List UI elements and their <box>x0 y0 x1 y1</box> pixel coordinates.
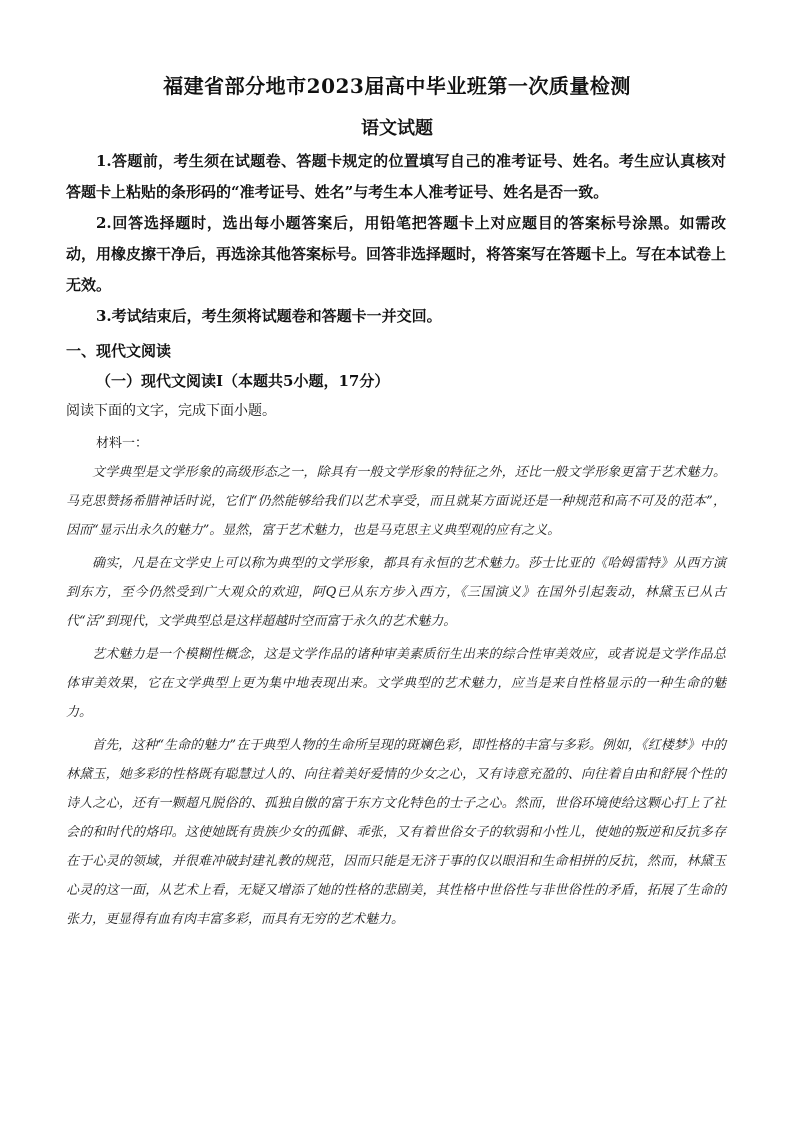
exam-title: 福建省部分地市2023届高中毕业班第一次质量检测 <box>163 74 631 98</box>
exam-subtitle: 语文试题 <box>361 118 433 139</box>
reading-passage <box>66 458 726 938</box>
passage-paragraph: 艺术魅力是一个模糊性概念，这是文学作品的诸种审美素质衍生出来的综合性审美效应，或者说是文学作品总体审美效果，它在文学典型上更为集中地表现出来。文学典型的艺术魅力，应当是来自性格显示的一种生命的魅力。 <box>66 647 726 720</box>
notice-item-2: 2.回答选择题时，选出每小题答案后，用铅笔把答题卡上对应题目的答案标号涂黑。如需改动，用橡皮擦干净后，再选涂其他答案标号。回答非选择题时，将答案写在答题卡上。写在本试卷上无效。 <box>66 214 727 294</box>
section-heading: 一、现代文阅读 <box>66 342 172 360</box>
passage-paragraph: 首先，这种“生命的魅力”在于典型人物的生命所呈现的斑斓色彩，即性格的丰富与多彩。例如，《红楼梦》中的林黛玉，她多彩的性格既有聪慧过人的、向往着美好爱情的少女之心，又有诗意充盈的、向往着自由和舒展个性的诗人之心，还有一颗超凡脱俗的、孤独自傲的富于东方文化特色的士子之心。然而，世俗环境使给这颗心打上了社会的和时代的烙印。这使她既有贵族少女的孤僻、乖张，又有着世俗女子的软弱和小性儿，使她的叛逆和反抗多存在于心灵的领域，并很难冲破封建礼教的规范，因而只能是无济于事的仅以眼泪和生命相拼的反抗，然而，林黛玉心灵的这一面，从艺术上看，无疑又增添了她的性格的悲剧美，其性格中世俗性与非世俗性的矛盾，拓展了生命的张力，更显得有血有肉丰富多彩，而具有无穷的艺术魅力。 <box>66 738 726 927</box>
subsection-heading: （一）现代文阅读Ⅰ（本题共5小题，17分） <box>96 372 390 390</box>
exam-notices <box>66 146 726 332</box>
notice-item-3: 3.考试结束后，考生须将试题卷和答题卡一并交回。 <box>96 307 442 325</box>
notice-item-1: 1.答题前，考生须在试题卷、答题卡规定的位置填写自己的准考证号、姓名。考生应认真核对答题卡上粘贴的条形码的“准考证号、姓名”与考生本人准考证号、姓名是否一致。 <box>66 152 726 201</box>
reading-instruction: 阅读下面的文字，完成下面小题。 <box>66 403 276 419</box>
passage-paragraph: 确实，凡是在文学史上可以称为典型的文学形象，都具有永恒的艺术魅力。莎士比亚的《哈姆雷特》从西方演到东方，至今仍然受到广大观众的欢迎，阿Q已从东方步入西方，《三国演义》在国外引起轰动，林黛玉已从古代“活”到现代，文学典型总是这样超越时空而富于永久的艺术魅力。 <box>66 556 726 629</box>
material-label: 材料一： <box>96 436 149 451</box>
passage-paragraph: 文学典型是文学形象的高级形态之一，除具有一般文学形象的特征之外，还比一般文学形象更富于艺术魅力。马克思赞扬希腊神话时说，它们“仍然能够给我们以艺术享受，而且就某方面说还是一种规范和高不可及的范本”，因而“显示出永久的魅力”。显然，富于艺术魅力，也是马克思主义典型观的应有之义。 <box>66 465 726 538</box>
